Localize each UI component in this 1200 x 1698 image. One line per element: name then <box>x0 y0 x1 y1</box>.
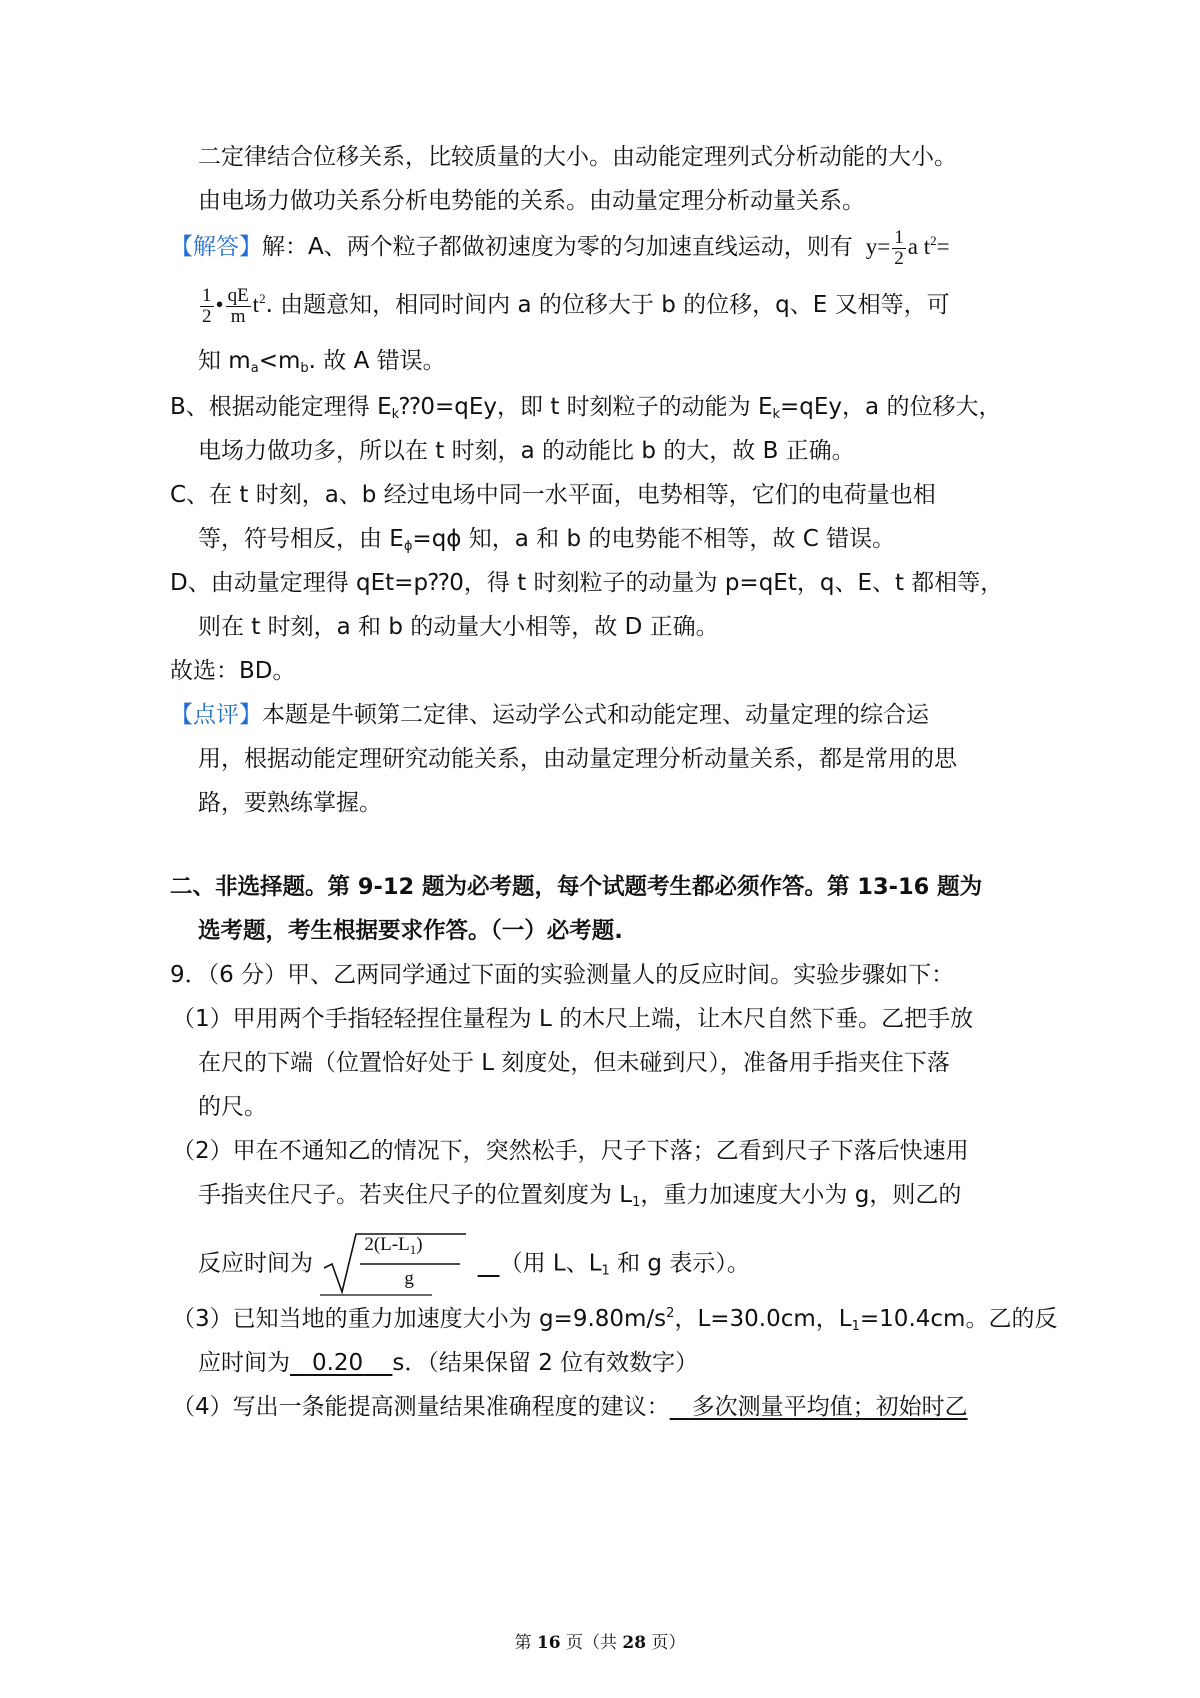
text-line: 知 $m_a<m_b$. 故 A 错误。 <box>198 348 446 376</box>
formula: y= $\frac{1}{2}$ a $t^2=$ <box>865 227 950 269</box>
page-total: 28 <box>622 1633 647 1653</box>
comment-line: 【点评】本题是牛顿第二定律、运动学公式和动能定理、动量定理的综合运 <box>170 702 929 728</box>
section-heading: 二、非选择题。第 9-12 题为必考题，每个试题考生都必须作答。第 13-16 题为 <box>170 874 983 900</box>
answer-blank-line: 反应时间为 $2(L-L_1)$ g （用 L、$L_1$ 和 g 表示）。 <box>198 1232 750 1296</box>
text-line: 等，符号相反，由 $E_\phi=q\phi$ 知，a 和 b 的电势能不相等，故 C 错误。 <box>198 526 896 554</box>
text-line: 手指夹住尺子。若夹住尺子的位置刻度为 $L_1$，重力加速度大小为 g，则乙的 <box>198 1182 962 1210</box>
text-line: （1）甲用两个手指轻轻捏住量程为 L 的木尺上端，让木尺自然下垂。乙把手放 <box>172 1006 974 1032</box>
sqrt-numerator: $2(L-L_1)$ <box>364 1234 423 1257</box>
page-number: 16 <box>536 1633 561 1653</box>
text-line: （3）已知当地的重力加速度大小为 $g=9.80m/s^2$，L=30.0cm，$L_1=10.4cm$。乙的反 <box>172 1306 1058 1334</box>
section-heading: 选考题，考生根据要求作答。（一）必考题. <box>198 918 623 944</box>
text-line: C、在 t 时刻，a、b 经过电场中同一水平面，电势相等，它们的电荷量也相 <box>170 482 936 508</box>
answer-value: 0.20 <box>311 1350 364 1376</box>
page-footer: 第 16 页（共 28 页） <box>514 1633 686 1653</box>
text-line: 二定律结合位移关系，比较质量的大小。由动能定理列式分析动能的大小。 <box>198 144 957 170</box>
formula-line: $\frac{1}{2}$ • $\frac{qE}{m}$ $t^2$. 由题意知，相同时间内 a 的位移大于 b 的位移，q、E 又相等，可 <box>198 286 950 327</box>
sqrt-denominator: g <box>404 1268 414 1289</box>
answer-tag: 【解答】 <box>170 233 262 260</box>
text-line: 则在 t 时刻，a 和 b 的动量大小相等，故 D 正确。 <box>198 614 719 640</box>
text-line: D、由动量定理得 qEt=p⁇0，得 t 时刻粒子的动量为 p=qEt，q、E、t 都相等， <box>170 570 1004 596</box>
answer-line: 【解答】解：A、两个粒子都做初速度为零的匀加速直线运动，则有 y= $\frac{1}{2}$ a $t^2=$ <box>170 227 950 269</box>
text-line: 在尺的下端（位置恰好处于 L 刻度处，但未碰到尺），准备用手指夹住下落 <box>198 1050 950 1076</box>
answer-value: 多次测量平均值；初始时乙 <box>691 1394 968 1420</box>
text-line: 用，根据动能定理研究动能关系，由动量定理分析动量关系，都是常用的思 <box>198 746 957 772</box>
question-title: 9．（6 分）甲、乙两同学通过下面的实验测量人的反应时间。实验步骤如下： <box>170 962 955 988</box>
text-line: B、根据动能定理得 $E_k⁇0=qEy$，即 t 时刻粒子的动能为 $E_k=qEy$，a 的位移大， <box>170 394 1002 422</box>
answer-blank-line: （4）写出一条能提高测量结果准确程度的建议： 多次测量平均值；初始时乙 <box>172 1394 968 1420</box>
text-line: 电场力做功多，所以在 t 时刻，a 的动能比 b 的大，故 B 正确。 <box>198 438 855 464</box>
text-line: 路，要熟练掌握。 <box>198 790 382 816</box>
text-line: 的尺。 <box>198 1094 267 1120</box>
sqrt-formula <box>320 1232 470 1296</box>
formula: $\frac{1}{2}$ • $\frac{qE}{m}$ $t^2$ <box>202 285 266 327</box>
comment-tag: 【点评】 <box>170 702 262 728</box>
text-line: （2）甲在不通知乙的情况下，突然松手，尺子下落；乙看到尺子下落后快速用 <box>172 1138 969 1164</box>
text-line: 由电场力做功关系分析电势能的关系。由动量定理分析动量关系。 <box>198 188 865 214</box>
answer-blank-line: 应时间为 0.20 s．（结果保留 2 位有效数字） <box>198 1350 699 1376</box>
text-line: 故选：BD。 <box>170 658 296 684</box>
